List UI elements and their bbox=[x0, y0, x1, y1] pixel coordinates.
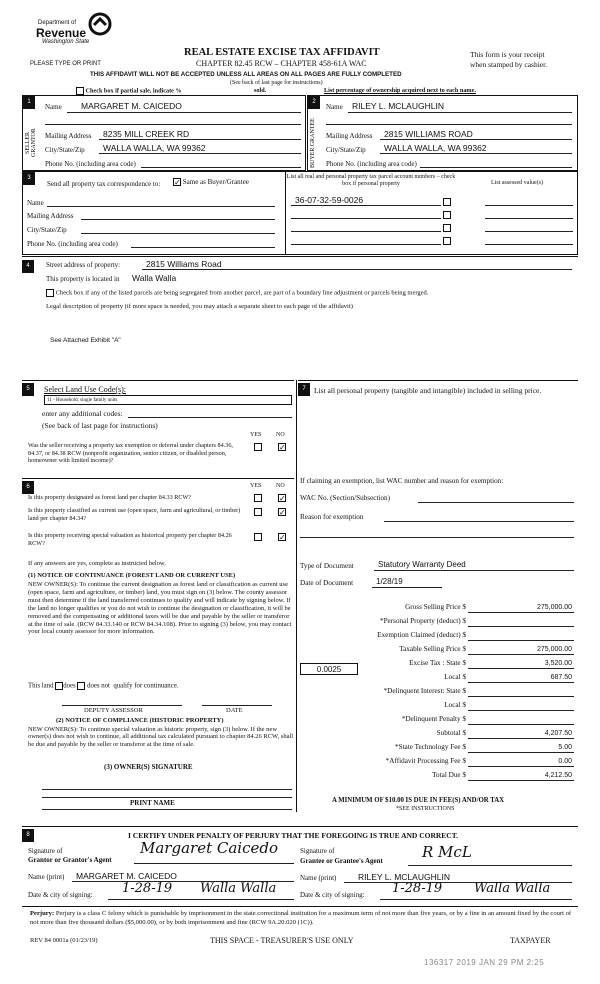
section-number: 4 bbox=[22, 260, 34, 273]
grantee-signature: R McL bbox=[422, 843, 472, 861]
receipt-line2: when stamped by cashier. bbox=[470, 60, 548, 69]
finance-label: *Affidavit Processing Fee $ bbox=[385, 757, 466, 765]
section-number: 1 bbox=[23, 96, 35, 109]
does-not-checkbox[interactable] bbox=[77, 682, 85, 690]
wac-label: WAC No. (Section/Subsection) bbox=[300, 494, 391, 502]
historic-question: Is this property receiving special valuation as historical property per chapter 84.26 RCW? bbox=[28, 532, 232, 547]
exempt-yes-checkbox[interactable] bbox=[254, 443, 262, 451]
personal-property-text: List all personal property (tangible and intangible) included in selling price. bbox=[314, 386, 542, 395]
exemption-claim-label: If claiming an exemption, list WAC number and reason for exemption: bbox=[300, 477, 504, 485]
grantee-city: Walla Walla bbox=[474, 881, 551, 896]
buyer-city-label: City/State/Zip bbox=[326, 146, 366, 154]
finance-label: *Delinquent Penalty $ bbox=[401, 715, 466, 723]
section-number: 7 bbox=[298, 383, 310, 396]
this-land-label: This land bbox=[28, 682, 54, 690]
print-note: PLEASE TYPE OR PRINT bbox=[30, 61, 101, 67]
certification-section bbox=[22, 826, 578, 902]
finance-label: Exemption Claimed (deduct) $ bbox=[377, 631, 466, 639]
historic-yes-checkbox[interactable] bbox=[254, 533, 262, 541]
does-label: does bbox=[63, 682, 76, 690]
section-number: 2 bbox=[308, 96, 320, 109]
exempt-no-checkbox[interactable] bbox=[278, 443, 286, 451]
forest-land-section bbox=[22, 478, 294, 812]
finance-label: Excise Tax : State $ bbox=[409, 659, 466, 667]
exhibit-note: See Attached Exhibit "A" bbox=[50, 337, 121, 344]
reason-label: Reason for exemption bbox=[300, 513, 364, 521]
grantor-name-label: Name (print) bbox=[28, 873, 65, 881]
correspondence-section bbox=[22, 171, 578, 255]
assessed-header: List assessed value(s) bbox=[491, 180, 543, 186]
finance-value[interactable]: 275,000.00 bbox=[536, 604, 572, 611]
property-section bbox=[22, 256, 578, 376]
current-use-no-checkbox[interactable] bbox=[278, 508, 286, 516]
no-header: NO bbox=[276, 483, 285, 489]
seller-city-label: City/State/Zip bbox=[45, 146, 85, 154]
land-use-section bbox=[22, 380, 294, 476]
exemption-question: Was the seller receiving a property tax exemption or deferral under chapters 84.36, 84.37, or 84.38 RCW (nonprofit organization, senior citizen, or disabled person, homeowner with limited income)? bbox=[28, 442, 233, 464]
parcel-header: List all real and personal property tax parcel account numbers – check box if personal property bbox=[286, 174, 456, 187]
street-label: Street address of property: bbox=[46, 261, 121, 269]
receipt-line1: This form is your receipt bbox=[470, 50, 545, 59]
seller-name-label: Name bbox=[45, 103, 62, 111]
buyer-address[interactable]: 2815 WILLIAMS ROAD bbox=[384, 129, 473, 139]
print-name-label: PRINT NAME bbox=[130, 799, 175, 807]
doc-date-label: Date of Document bbox=[300, 579, 354, 587]
perjury-text: Perjury is a class C felony which is punishable by imprisonment in the state correctional institution for a maximum term of not more than five years, or by a fine in an amount fixed by the court of not more than five thousand dollars ($5,000.00), or by both imprisonment and fine (RCW 9A.20.020 (1C)). bbox=[30, 910, 572, 926]
dept-line2: Revenue bbox=[36, 26, 87, 40]
grantor-date-label: Date & city of signing: bbox=[28, 891, 93, 899]
grantor-city: Walla Walla bbox=[200, 881, 277, 896]
finance-label: Gross Selling Price $ bbox=[405, 603, 466, 611]
same-as-buyer-checkbox[interactable] bbox=[173, 178, 181, 186]
buyer-side-label: BUYER GRANTEE bbox=[310, 118, 316, 168]
dor-logo-icon bbox=[88, 12, 112, 36]
finance-label: Local $ bbox=[444, 701, 466, 709]
seller-address[interactable]: 8235 MILL CREEK RD bbox=[103, 129, 190, 139]
finance-value[interactable]: 0.00 bbox=[558, 758, 572, 765]
personal-property-checkbox[interactable] bbox=[443, 237, 451, 245]
forest-yes-checkbox[interactable] bbox=[254, 494, 262, 502]
dor-logo bbox=[36, 12, 116, 52]
section-number: 5 bbox=[22, 383, 34, 396]
if-yes-note: If any answers are yes, complete as instructed below. bbox=[28, 560, 166, 567]
finance-value[interactable]: 4,212.50 bbox=[544, 772, 572, 779]
finance-label: Total Due $ bbox=[432, 771, 466, 779]
doc-type[interactable]: Statutory Warranty Deed bbox=[378, 560, 466, 569]
section-number: 6 bbox=[22, 481, 34, 494]
finance-value[interactable]: 275,000.00 bbox=[536, 646, 572, 653]
property-county[interactable]: Walla Walla bbox=[132, 273, 177, 283]
grantee-sig-label1: Signature of bbox=[300, 847, 335, 855]
segregated-checkbox[interactable] bbox=[46, 289, 54, 297]
same-as-buyer-label: Same as Buyer/Grantee bbox=[182, 178, 249, 186]
does-not-label: does not bbox=[87, 682, 110, 690]
forest-no-checkbox[interactable] bbox=[278, 494, 286, 502]
grantee-sig-label2: Grantee or Grantee's Agent bbox=[300, 857, 383, 865]
form-title: REAL ESTATE EXCISE TAX AFFIDAVIT bbox=[184, 47, 380, 58]
corr-name-label: Name bbox=[27, 199, 44, 207]
seller-section bbox=[22, 95, 306, 171]
buyer-addr-label: Mailing Address bbox=[326, 132, 373, 140]
taxpayer-label: TAXPAYER bbox=[510, 936, 551, 945]
treasurer-space: THIS SPACE - TREASURER'S USE ONLY bbox=[210, 936, 354, 945]
finance-value[interactable]: 3,520.00 bbox=[544, 660, 572, 667]
grantor-print-name[interactable]: MARGARET M. CAICEDO bbox=[76, 871, 177, 881]
finance-label: Subtotal $ bbox=[436, 729, 466, 737]
personal-property-checkbox[interactable] bbox=[443, 198, 451, 206]
chapters: CHAPTER 82.45 RCW – CHAPTER 458-61A WAC bbox=[196, 59, 367, 68]
land-use-select[interactable]: 11 - Household, single family units bbox=[44, 395, 292, 405]
perjury-notice bbox=[30, 910, 576, 927]
qualify-label: qualify for continuance. bbox=[113, 682, 179, 690]
grantee-date-label: Date & city of signing: bbox=[300, 891, 365, 899]
corr-city-label: City/State/Zip bbox=[27, 226, 67, 234]
local-rate[interactable]: 0.0025 bbox=[300, 663, 358, 675]
forest-question: Is this property designated as forest land per chapter 84.33 RCW? bbox=[28, 494, 192, 501]
perjury-label: Perjury: bbox=[30, 910, 55, 917]
buyer-phone-label: Phone No. (including area code) bbox=[326, 160, 417, 168]
dept-line3: Washington State bbox=[42, 39, 90, 45]
finance-label: *Delinquent Interest: State $ bbox=[383, 687, 466, 695]
receipt-stamp: 136317 2019 JAN 29 PM 2:25 bbox=[424, 958, 545, 967]
send-label: Send all property tax correspondence to: bbox=[47, 180, 161, 188]
grantor-signature: Margaret Caicedo bbox=[140, 839, 278, 857]
current-use-question: Is this property classified as current use (open space, farm and agricultural, or timber) land per chapter 84.34? bbox=[28, 507, 241, 522]
notice1-title: (1) NOTICE OF CONTINUANCE (FOREST LAND OR CURRENT USE) bbox=[28, 572, 236, 579]
not-accepted-note: THIS AFFIDAVIT WILL NOT BE ACCEPTED UNLESS ALL AREAS ON ALL PAGES ARE FULLY COMPLETED bbox=[90, 71, 402, 78]
buyer-name[interactable]: RILEY L. MCLAUGHLIN bbox=[352, 101, 444, 111]
finance-label: Taxable Selling Price $ bbox=[399, 645, 466, 653]
finance-value[interactable]: 687.50 bbox=[550, 674, 572, 681]
grantee-print-name[interactable]: RILEY L. MCLAUGHLIN bbox=[358, 872, 450, 882]
notice2-title: (2) NOTICE OF COMPLIANCE (HISTORIC PROPERTY) bbox=[56, 717, 224, 724]
buyer-name-label: Name bbox=[326, 103, 343, 111]
partial-sale-label: Check box if partial sale, indicate % bbox=[85, 87, 182, 95]
buyer-city[interactable]: WALLA WALLA, WA 99362 bbox=[384, 143, 487, 153]
doc-date[interactable]: 1/28/19 bbox=[376, 577, 403, 586]
historic-no-checkbox[interactable] bbox=[278, 533, 286, 541]
sold-label: sold. bbox=[254, 87, 267, 94]
grantor-sig-label1: Signature of bbox=[28, 847, 63, 855]
personal-property-checkbox[interactable] bbox=[443, 224, 451, 232]
corr-addr-label: Mailing Address bbox=[27, 212, 74, 220]
partial-sale-checkbox[interactable] bbox=[76, 87, 84, 95]
grantee-date: 1-28-19 bbox=[392, 881, 443, 896]
corr-phone-label: Phone No. (including area code) bbox=[27, 240, 118, 248]
personal-property-checkbox[interactable] bbox=[443, 211, 451, 219]
minimum-note: A MINIMUM OF $10.00 IS DUE IN FEE(S) AND/OR TAX bbox=[332, 797, 505, 804]
finance-value[interactable]: 4,207.50 bbox=[544, 730, 572, 737]
yes-header: YES bbox=[250, 432, 262, 438]
property-street[interactable]: 2815 Williams Road bbox=[146, 259, 222, 269]
grantee-name-label: Name (print) bbox=[300, 874, 337, 882]
no-header: NO bbox=[276, 432, 285, 438]
rev-number: REV 84 0001a (01/23/19) bbox=[30, 937, 98, 944]
does-checkbox[interactable] bbox=[55, 682, 63, 690]
owner-signature-label: (3) OWNER(S) SIGNATURE bbox=[104, 763, 193, 771]
see-back-note: (See back of last page for instructions) bbox=[42, 421, 158, 430]
seller-city[interactable]: WALLA WALLA, WA 99362 bbox=[103, 143, 206, 153]
see-back-note: (See back of last page for instructions) bbox=[230, 80, 323, 86]
finance-label: *State Technology Fee $ bbox=[394, 743, 466, 751]
certify-statement: I CERTIFY UNDER PENALTY OF PERJURY THAT THE FOREGOING IS TRUE AND CORRECT. bbox=[128, 831, 459, 840]
current-use-yes-checkbox[interactable] bbox=[254, 508, 262, 516]
seller-name[interactable]: MARGARET M. CAICEDO bbox=[81, 101, 182, 111]
finance-value[interactable]: 5.00 bbox=[558, 744, 572, 751]
see-instructions: *SEE INSTRUCTIONS bbox=[396, 806, 455, 812]
seller-phone-label: Phone No. (including area code) bbox=[45, 160, 136, 168]
additional-codes-label: enter any additional codes: bbox=[42, 409, 123, 418]
buyer-section bbox=[307, 95, 578, 171]
grantor-sig-label2: Grantor or Grantor's Agent bbox=[28, 856, 112, 864]
section-number: 3 bbox=[23, 172, 35, 185]
legal-description-label: Legal description of property (if more space is needed, you may attach a separate sheet to each page of the affidavit) bbox=[46, 303, 353, 310]
notice2-body: NEW OWNER(S): To continue special valuation as historic property, sign (3) below. If the new owner(s) does not wish to continue, all additional tax calculated pursuant to chapter 84.26 RCW, shall be due and payable by the seller or transferor at the time of sale. bbox=[28, 726, 294, 748]
personal-property-section bbox=[298, 380, 578, 812]
located-label: This property is located in bbox=[46, 275, 120, 283]
land-use-label: Select Land Use Code(s): bbox=[44, 385, 126, 394]
deputy-label: DEPUTY ASSESSOR bbox=[84, 707, 143, 714]
seller-side-label: SELLER GRANTOR bbox=[25, 128, 37, 158]
segregated-label: Check box if any of the listed parcels are being segregated from another parcel, are part of a boundary line adjustment or parcels being merged. bbox=[55, 289, 429, 297]
parcel-number[interactable]: 36-07-32-59-0026 bbox=[295, 195, 364, 205]
finance-label: Local $ bbox=[444, 673, 466, 681]
seller-addr-label: Mailing Address bbox=[45, 132, 92, 140]
yes-header: YES bbox=[250, 483, 262, 489]
finance-label: *Personal Property (deduct) $ bbox=[379, 617, 466, 625]
notice1-body: NEW OWNER(S): To continue the current designation as forest land or classification as current use (open space, farm and agriculture, or timber) land, you must sign on (3) below. The county assessor must then determine if the land transferred continues to qualify and will indicate by signing below. If the land no longer qualifies or you do not wish to continue the designation or classification, it will be removed and the compensating or additional taxes will be due and payable by the seller or transferor at the time of sale. (RCW 84.33.140 or RCW 84.34.108). Prior to signing (3) below, you may contact your local county assessor for more information. bbox=[28, 581, 292, 636]
grantor-date: 1-28-19 bbox=[122, 881, 173, 896]
dept-line1: Department of bbox=[38, 20, 77, 26]
doc-type-label: Type of Document bbox=[300, 562, 354, 570]
section-number: 8 bbox=[22, 829, 34, 842]
list-pct-note: List percentage of ownership acquired next to each name. bbox=[324, 87, 476, 94]
date-label: DATE bbox=[226, 707, 243, 714]
